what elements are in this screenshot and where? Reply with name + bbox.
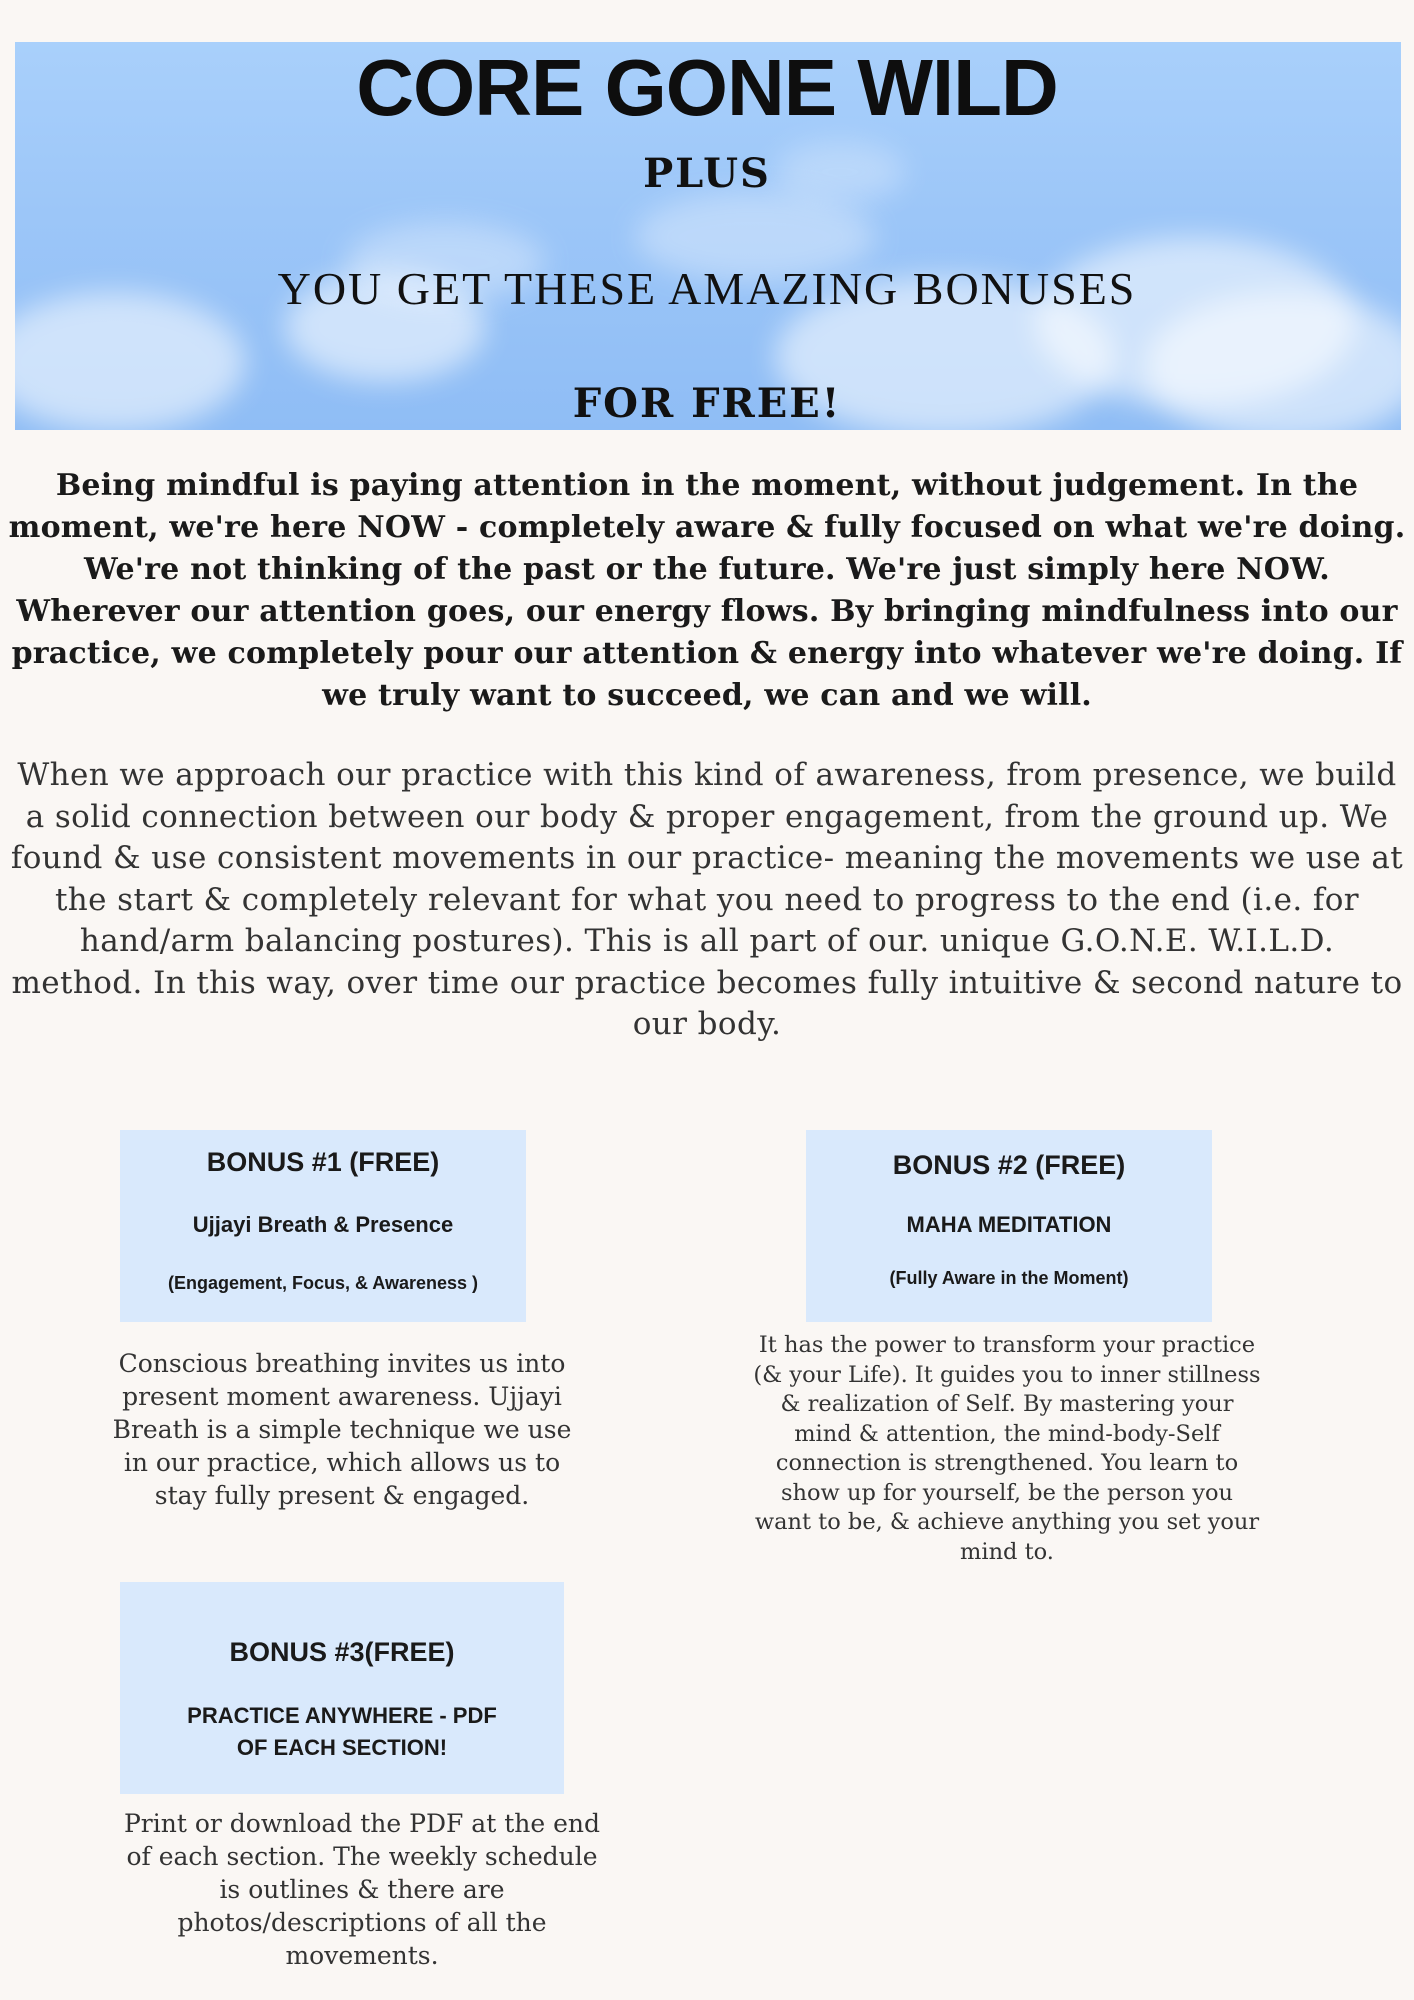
bonus-3-title: BONUS #3(FREE) [229,1637,455,1667]
awareness-paragraph: When we approach our practice with this kind of awareness, from presence, we build a solid connection between our body & proper engagement, from the ground up. We found & use consistent movements in our practice- meaning the movements we use at the start & completely relevant for what you need to progress to the end (i.e. for hand/arm balancing postures). This is all part of our. unique G.O.N.E. W.I.L.D. method. In this way, over time our practice becomes fully intuitive & second nature to our body. [10,757,1404,1042]
bonus-1-description: Conscious breathing invites us into present moment awareness. Ujjayi Breath is a simple technique we use in our practice, which allows us to stay fully present & engaged. [112,1349,572,1510]
bonus-1-note: (Engagement, Focus, & Awareness ) [167,1273,479,1293]
bonuses-subtitle: YOU GET THESE AMAZING BONUSES [277,263,1137,314]
bonus-2-card [806,1130,1212,1322]
bonus-2-description: It has the power to transform your practice (& your Life). It guides you to inner stillness & realization of Self. By mastering your mind & attention, the mind-body-Self connection is strengthened. You learn to show up for yourself, be the person you want to be, & achieve anything you set your mind to. [753,1332,1261,1565]
bonus-3-description: Print or download the PDF at the end of each section. The weekly schedule is outlines & there are photos/descriptions of all the movements. [123,1809,600,1970]
bonus-3-card [120,1582,564,1794]
bonus-2-name: MAHA MEDITATION [906,1212,1112,1237]
for-free-heading: FOR FREE! [572,380,842,427]
mindfulness-paragraph: Being mindful is paying attention in the moment, without judgement. In the moment, we're here NOW - completely aware & fully focused on what we're doing. We're not thinking of the past or the future. We're just simply here NOW. Wherever our attention goes, our energy flows. By bringing mindfulness into our practice, we completely pour our attention & energy into whatever we're doing. If we truly want to succeed, we can and we will. [8,468,1406,713]
bonus-1-name: Ujjayi Breath & Presence [192,1212,454,1237]
bonus-3-name: PRACTICE ANYWHERE - PDF OF EACH SECTION! [187,1703,497,1760]
plus-heading: PLUS [643,150,771,197]
bonus-1-title: BONUS #1 (FREE) [206,1147,440,1177]
page-title: CORE GONE WILD [356,43,1058,132]
bonus-2-title: BONUS #2 (FREE) [892,1150,1126,1180]
bonus-2-note: (Fully Aware in the Moment) [889,1268,1129,1288]
bonus-1-card [120,1130,526,1322]
